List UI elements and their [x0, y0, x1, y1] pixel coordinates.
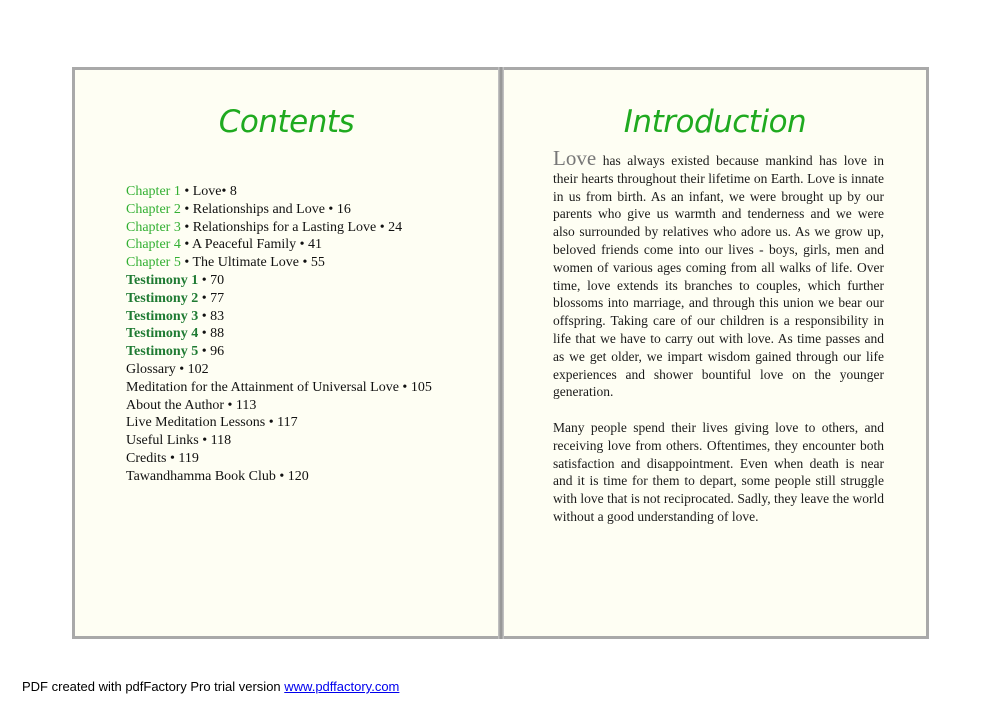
toc-entry-label: Testimony 4 — [126, 326, 199, 342]
toc-entry-text: • Love• 8 — [180, 184, 237, 199]
toc-entry-label: Testimony 2 — [126, 290, 199, 306]
toc-entry-text: • Relationships for a Lasting Love • 24 — [180, 219, 403, 235]
book-spread — [72, 67, 929, 639]
introduction-title: Introduction — [623, 104, 807, 140]
pdffactory-link[interactable]: www.pdffactory.com — [284, 679, 400, 694]
contents-page — [75, 70, 498, 636]
toc-entry — [126, 219, 432, 237]
introduction-page — [504, 70, 926, 636]
contents-title: Contents — [218, 104, 355, 140]
toc-entry — [126, 450, 432, 468]
toc-entry — [126, 183, 432, 201]
toc-entry-label: Testimony 1 — [126, 272, 199, 288]
intro-paragraph-1 — [553, 146, 884, 401]
intro-paragraph-2: Many people spend their lives giving love to others, and receiving love from others. Oftentimes, they encounter both satisfaction and disappointment. Even when death is near and it is time for them to depart, some people still struggle with love that is not reciprocated. Sadly, they leave the world without a good understanding of love. — [553, 419, 884, 524]
toc-entry-text: • 88 — [198, 326, 225, 342]
toc-entry — [126, 325, 432, 343]
toc-entry-text: • The Ultimate Love • 55 — [180, 255, 325, 271]
toc-entry-label: Chapter 4 — [126, 237, 181, 253]
toc-entry-text: Meditation for the Attainment of Universal Love • 105 — [126, 379, 432, 395]
toc-entry-text: • Relationships and Love • 16 — [180, 201, 351, 217]
toc-entry — [126, 254, 432, 272]
toc-entry-label: Testimony 3 — [126, 308, 199, 324]
toc-entry-text: • 83 — [198, 308, 225, 324]
toc-entry — [126, 414, 432, 432]
toc-entry — [126, 201, 432, 219]
toc-entry-text: Credits • 119 — [126, 450, 199, 466]
intro-first-word: Love — [553, 146, 597, 170]
toc-entry-text: • 70 — [198, 272, 225, 288]
introduction-body — [553, 146, 884, 544]
toc-entry — [126, 379, 432, 397]
toc-entry — [126, 272, 432, 290]
toc-entry-label: Chapter 5 — [126, 255, 181, 271]
toc-entry — [126, 308, 432, 326]
toc-entry-text: • 77 — [198, 290, 225, 306]
toc-entry — [126, 290, 432, 308]
footer-text: PDF created with pdfFactory Pro trial version — [22, 679, 285, 694]
toc-entry — [126, 432, 432, 450]
toc-entry-text: • A Peaceful Family • 41 — [180, 237, 323, 253]
table-of-contents — [126, 183, 432, 486]
toc-entry-text: Tawandhamma Book Club • 120 — [126, 468, 309, 484]
toc-entry-text: • 96 — [198, 344, 225, 360]
toc-entry-label: Testimony 5 — [126, 344, 199, 360]
toc-entry-label: Chapter 1 — [126, 184, 181, 199]
pdf-footer — [22, 679, 399, 694]
toc-entry-text: About the Author • 113 — [126, 397, 257, 413]
toc-entry-text: Useful Links • 118 — [126, 433, 232, 449]
toc-entry — [126, 397, 432, 415]
toc-entry-label: Chapter 3 — [126, 219, 181, 235]
intro-paragraph-1-text: has always existed because mankind has love in their hearts throughout their lifetime on Earth. Love is innate in us from birth. As an infant, we were brought up by our parents who give us warmth and tenderness and we were also surrounded by relatives who adore us. As we grow up, beloved friends come into our lives - boys, girls, men and women of various ages coming from all walks of life. Over time, love extends its branches to couples, which further blossoms into marriage, and through this union we bear our offspring. Taking care of our children is a responsibility in life that we have to carry out with love. As time passes and as we get older, we impart wisdom gained through our life experiences and shower bountiful love on the younger generation. — [553, 153, 884, 400]
toc-entry — [126, 468, 432, 486]
toc-entry — [126, 361, 432, 379]
toc-entry-text: Glossary • 102 — [126, 361, 209, 377]
toc-entry — [126, 343, 432, 361]
toc-entry-label: Chapter 2 — [126, 201, 181, 217]
toc-entry-text: Live Meditation Lessons • 117 — [126, 415, 298, 431]
toc-entry — [126, 236, 432, 254]
